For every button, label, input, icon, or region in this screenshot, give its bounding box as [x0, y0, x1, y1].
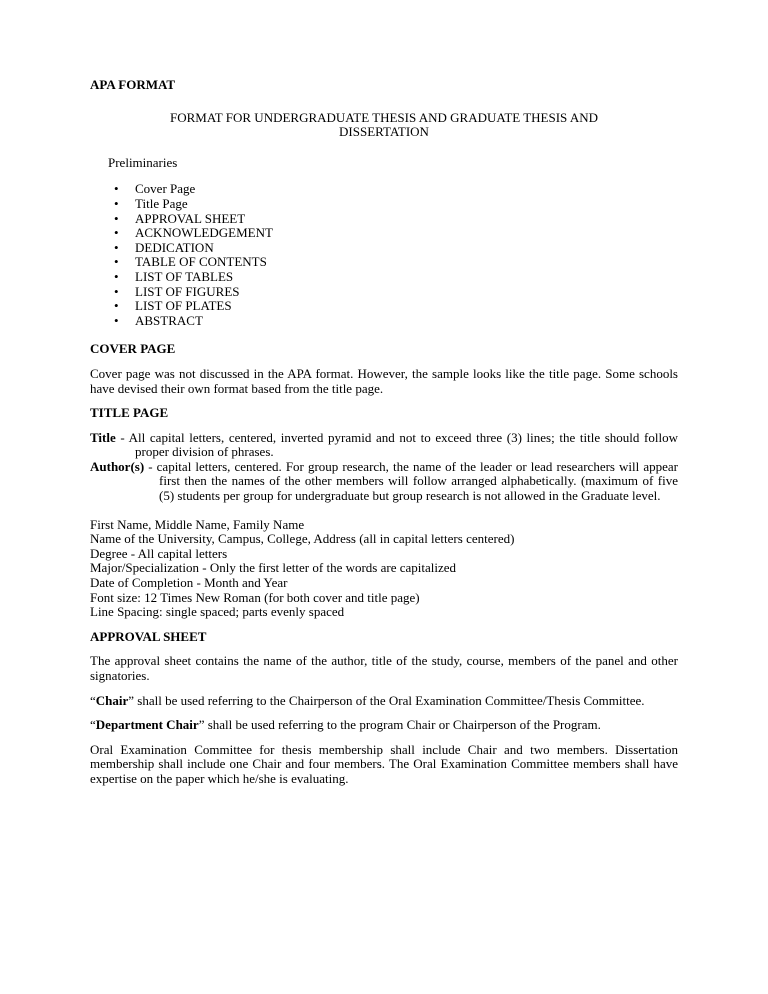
preliminaries-item-label: LIST OF FIGURES	[135, 283, 240, 299]
bullet-icon: •	[114, 312, 119, 328]
preliminaries-item-label: ACKNOWLEDGEMENT	[135, 225, 273, 241]
preliminaries-list-item	[114, 226, 678, 241]
preliminaries-list-item	[114, 197, 678, 212]
format-line: Major/Specialization - Only the first letter of the words are capitalized	[90, 560, 457, 576]
bullet-icon: •	[114, 239, 119, 255]
title-term: Title	[90, 429, 116, 445]
department-chair-term: Department Chair	[95, 717, 199, 733]
cover-page-heading: COVER PAGE	[90, 341, 176, 357]
bullet-icon: •	[114, 195, 119, 211]
department-chair-open-quote: “	[90, 717, 96, 733]
format-line: First Name, Middle Name, Family Name	[90, 516, 305, 532]
oral-examination-paragraph: Oral Examination Committee for thesis membership shall include Chair and two members. Dissertation membership shall include one Chair and four members. The Oral Examination Committee members shall have expertise on the paper which he/she is evaluating.	[90, 741, 678, 786]
subtitle-line-1: FORMAT FOR UNDERGRADUATE THESIS AND GRADUATE THESIS AND	[170, 109, 598, 125]
author-term: Author(s)	[90, 458, 145, 474]
format-line: Date of Completion - Month and Year	[90, 575, 288, 591]
preliminaries-list-item	[114, 182, 678, 197]
preliminaries-item-label: Title Page	[135, 195, 188, 211]
chair-paragraph-text: ” shall be used referring to the Chairperson of the Oral Examination Committee/Thesis Committee.	[128, 692, 645, 708]
preliminaries-list-item	[114, 314, 678, 329]
preliminaries-item-label: LIST OF TABLES	[135, 268, 234, 284]
format-line: Font size: 12 Times New Roman (for both cover and title page)	[90, 589, 420, 605]
preliminaries-list-item	[114, 285, 678, 300]
title-definition-text: - All capital letters, centered, inverted pyramid and not to exceed three (3) lines; the title should follow proper division of phrases.	[115, 429, 678, 460]
preliminaries-item-label: TABLE OF CONTENTS	[135, 254, 267, 270]
preliminaries-list-item	[114, 270, 678, 285]
preliminaries-list-item	[114, 299, 678, 314]
bullet-icon: •	[114, 254, 119, 270]
document-page	[90, 78, 678, 787]
subtitle-line-2: DISSERTATION	[339, 124, 429, 140]
title-definition	[90, 431, 678, 460]
author-definition	[90, 460, 678, 504]
format-line: Line Spacing: single spaced; parts evenly spaced	[90, 604, 345, 620]
department-chair-paragraph-text: ” shall be used referring to the program Chair or Chairperson of the Program.	[198, 717, 601, 733]
format-lines	[90, 518, 678, 620]
preliminaries-list	[90, 182, 678, 328]
preliminaries-item-label: APPROVAL SHEET	[135, 210, 246, 226]
bullet-icon: •	[114, 210, 119, 226]
format-line: Degree - All capital letters	[90, 545, 228, 561]
bullet-icon: •	[114, 181, 119, 197]
format-line: Name of the University, Campus, College, Address (all in capital letters centered)	[90, 531, 515, 547]
bullet-icon: •	[114, 298, 119, 314]
preliminaries-list-item	[114, 255, 678, 270]
department-chair-paragraph	[90, 718, 678, 733]
preliminaries-list-item	[114, 241, 678, 256]
bullet-icon: •	[114, 225, 119, 241]
preliminaries-list-item	[114, 212, 678, 227]
author-definition-text: - capital letters, centered. For group research, the name of the leader or lead researchers will appear first then the names of the other members will follow arranged alphabetically. (maximum of five (5) students per group for undergraduate but group research is not allowed in the Graduate level.	[144, 458, 678, 504]
bullet-icon: •	[114, 268, 119, 284]
cover-page-text: Cover page was not discussed in the APA format. However, the sample looks like the title page. Some schools have devised their own format based from the title page.	[90, 365, 678, 396]
chair-open-quote: “	[90, 692, 96, 708]
approval-sheet-heading: APPROVAL SHEET	[90, 628, 207, 644]
chair-paragraph	[90, 694, 678, 709]
main-heading: APA FORMAT	[90, 77, 176, 92]
title-page-heading: TITLE PAGE	[90, 405, 169, 421]
preliminaries-item-label: DEDICATION	[135, 239, 214, 255]
preliminaries-item-label: Cover Page	[135, 181, 196, 197]
approval-sheet-text: The approval sheet contains the name of the author, title of the study, course, members of the panel and other signatories.	[90, 653, 678, 683]
preliminaries-item-label: ABSTRACT	[135, 312, 203, 328]
bullet-icon: •	[114, 283, 119, 299]
preliminaries-item-label: LIST OF PLATES	[135, 298, 232, 314]
preliminaries-label: Preliminaries	[108, 154, 178, 170]
chair-term: Chair	[95, 692, 129, 708]
